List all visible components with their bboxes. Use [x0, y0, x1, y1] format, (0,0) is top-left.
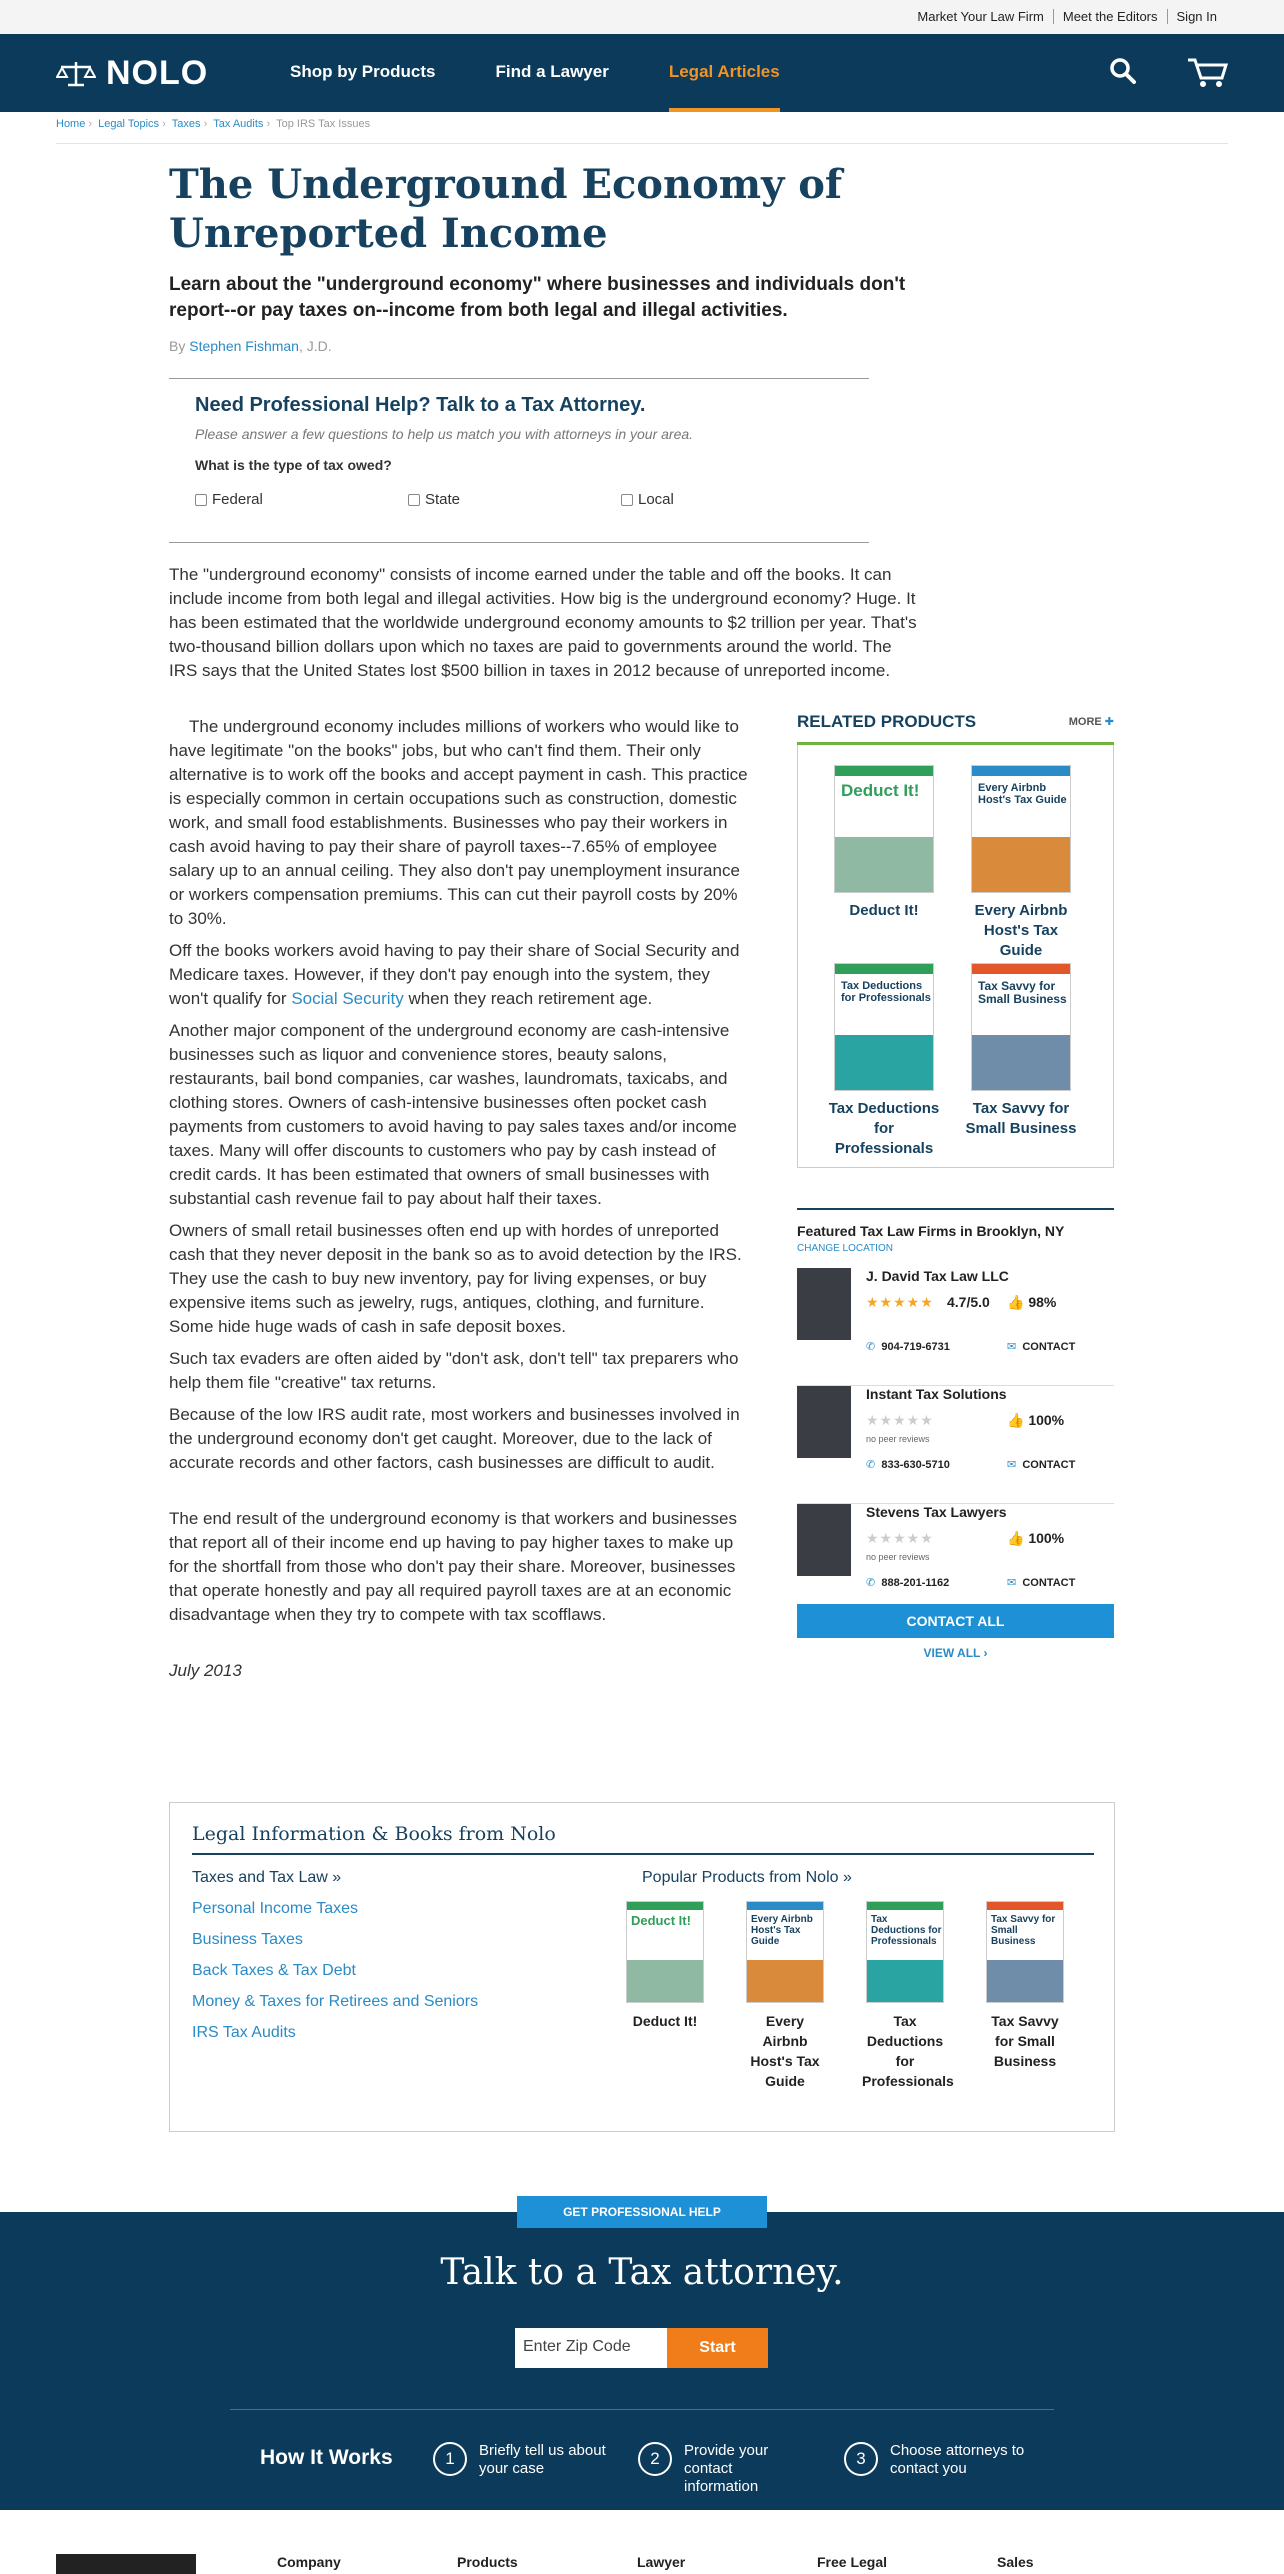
cover-image: [972, 1035, 1070, 1090]
mail-icon: ✉: [1007, 1459, 1017, 1471]
breadcrumb: [56, 118, 376, 130]
recommend-percent-value: 98%: [1028, 1294, 1057, 1310]
tax-type-question: What is the type of tax owed?: [195, 457, 392, 473]
product-label: Tax Deductions for Professionals: [828, 1100, 940, 1157]
firm-card: [797, 1268, 1114, 1386]
crumb-separator: ›: [85, 118, 93, 130]
contact-all-button[interactable]: CONTACT ALL: [797, 1604, 1114, 1638]
federal-label: Federal: [212, 491, 263, 508]
cover-band: [835, 766, 933, 776]
local-label: Local: [638, 491, 674, 508]
how-it-works-title: How It Works: [260, 2446, 393, 2469]
topic-heading-link[interactable]: [192, 1869, 478, 1887]
search-icon[interactable]: [1108, 56, 1138, 86]
cover-band: [972, 766, 1070, 776]
contact-label: CONTACT: [1022, 1577, 1076, 1589]
crumb-tax-audits[interactable]: Tax Audits: [213, 118, 264, 130]
recommend-percent: [1007, 1412, 1064, 1429]
recommend-percent-value: 100%: [1028, 1530, 1065, 1546]
book-cover: [866, 1901, 944, 2003]
step-number: 3: [844, 2442, 878, 2476]
step-number: 2: [638, 2442, 672, 2476]
footer-col-lawyer: Lawyer: [637, 2554, 686, 2570]
lawyer-photo: [797, 1386, 851, 1458]
article-paragraph: The end result of the underground economy is that workers and businesses that report all of their income end up having to pay higher taxes to make up for the shortfall from those who don't pay their share. Moreover, businesses that operate honestly and pay all required payroll taxes are at an economic disadvantage when they try to compete with tax scofflaws.: [169, 1509, 737, 1624]
paragraph-text: when they reach retirement age.: [403, 989, 653, 1008]
contact-label: CONTACT: [1022, 1459, 1076, 1471]
chevron-right-icon: ›: [983, 1646, 988, 1660]
related-products: [797, 712, 1114, 1168]
step-number: 1: [433, 2442, 467, 2476]
thumbs-up-icon: 👍: [1007, 1294, 1025, 1310]
author-link[interactable]: Stephen Fishman: [189, 338, 299, 354]
get-professional-help-button[interactable]: GET PROFESSIONAL HELP: [517, 2196, 767, 2228]
firm-name[interactable]: Instant Tax Solutions: [866, 1386, 1007, 1402]
social-security-link[interactable]: Social Security: [291, 989, 404, 1008]
view-all-link[interactable]: [797, 1646, 1114, 1660]
firm-name[interactable]: Stevens Tax Lawyers: [866, 1504, 1007, 1520]
logo-text: NOLO: [106, 54, 209, 92]
recommend-percent: [1007, 1530, 1064, 1547]
step-text: Provide your contact information: [684, 2442, 769, 2495]
contact-link[interactable]: [1007, 1458, 1075, 1471]
footer-col-products: Products: [457, 2554, 518, 2570]
utility-bar: [0, 0, 1284, 34]
cover-image: [835, 837, 933, 892]
phone-link[interactable]: [866, 1458, 950, 1471]
nav-find-lawyer[interactable]: Find a Lawyer: [495, 62, 609, 81]
recommend-percent-value: 100%: [1028, 1412, 1065, 1428]
footer-logo[interactable]: [56, 2554, 196, 2574]
popular-products-heading: Popular Products from Nolo: [642, 1869, 839, 1886]
featured-law-firms: [797, 1208, 1114, 1622]
nav-legal-articles[interactable]: Legal Articles: [669, 34, 780, 112]
book-cover: [746, 1901, 824, 2003]
crumb-separator: ›: [263, 118, 271, 130]
product-deduct-it[interactable]: [824, 765, 944, 921]
zip-code-input[interactable]: Enter Zip Code: [515, 2328, 667, 2368]
phone-icon: ✆: [866, 1341, 876, 1353]
local-checkbox[interactable]: [621, 494, 633, 506]
rating-value: 4.7/5.0: [947, 1294, 990, 1310]
mail-icon: ✉: [1007, 1341, 1017, 1353]
step-text: Choose attorneys to contact you: [890, 2442, 1025, 2477]
cover-band: [987, 1902, 1063, 1910]
product-label: Deduct It!: [849, 902, 919, 919]
nolo-logo[interactable]: [56, 54, 208, 93]
recommend-percent: [1007, 1294, 1056, 1311]
cover-band: [867, 1902, 943, 1910]
lead-form-title: Need Professional Help? Talk to a Tax Attorney.: [195, 394, 646, 416]
crumb-separator: ›: [159, 118, 166, 130]
article-subtitle: Learn about the "underground economy" where businesses and individuals don't report--or pay taxes on--income from both legal and illegal activities.: [169, 274, 906, 321]
book-cover: [971, 963, 1071, 1091]
popular-product[interactable]: [982, 1901, 1068, 2071]
cover-title: Tax Deductions for Professionals: [871, 1914, 942, 1947]
cover-image: [987, 1960, 1063, 2002]
related-products-title: RELATED PRODUCTS: [797, 712, 977, 731]
lawyer-photo: [797, 1504, 851, 1576]
nav-shop-products[interactable]: Shop by Products: [290, 62, 436, 81]
byline-prefix: By: [169, 338, 190, 354]
popular-products-link[interactable]: [642, 1869, 852, 1887]
phone-number: 888-201-1162: [881, 1577, 950, 1589]
related-products-grid: [797, 745, 1114, 1168]
change-location-link[interactable]: CHANGE LOCATION: [797, 1243, 893, 1254]
state-checkbox[interactable]: [408, 494, 420, 506]
phone-link[interactable]: [866, 1340, 950, 1353]
talk-to-attorney-section: [0, 2212, 1284, 2510]
popular-product-label: Deduct It!: [632, 2013, 698, 2029]
cover-title: Every Airbnb Host's Tax Guide: [978, 782, 1067, 806]
more-link[interactable]: [1069, 715, 1114, 728]
local-option[interactable]: [621, 491, 674, 508]
cover-title: Deduct It!: [631, 1913, 691, 1928]
topic-link[interactable]: Back Taxes & Tax Debt: [192, 1962, 356, 1979]
popular-product-label: Every Airbnb Host's Tax Guide: [750, 2013, 820, 2089]
cover-title: Tax Savvy for Small Business: [978, 979, 1067, 1006]
book-cover: [986, 1901, 1064, 2003]
cover-title: Deduct It!: [841, 781, 920, 800]
crumb-separator: ›: [200, 118, 208, 130]
cover-image: [867, 1960, 943, 2002]
book-cover: [971, 765, 1071, 893]
article-paragraph: The underground economy includes millions of workers who would like to have legitimate "on the books" jobs, but who can't find them. Their only alternative is to work off the books and accept payment in cash. This practice is especially common in certain occupations such as construction, domestic work, and small food establishments. Businesses who pay their workers in cash avoid having to pay their share of payroll taxes--7.65% of employee salary up to an annual ceiling. They also don't pay unemployment insurance or workers compensation premiums. This can cut their payroll costs by 20% to 30%.: [169, 717, 748, 928]
cover-band: [835, 964, 933, 974]
topic-link[interactable]: IRS Tax Audits: [192, 2024, 296, 2041]
footer-col-company: Company: [277, 2554, 341, 2570]
featured-firms-title: Featured Tax Law Firms in Brooklyn, NY: [797, 1223, 1065, 1239]
lawyer-photo: [797, 1268, 851, 1340]
paragraph-text: Off the books workers avoid having to pay their share of Social Security and Medicare taxes. However, if they don't pay enough into the system, they won't qualify for: [169, 941, 740, 1008]
product-tax-deductions-professionals[interactable]: [824, 963, 944, 1159]
market-law-firm-link[interactable]: Market Your Law Firm: [917, 9, 1044, 24]
no-peer-reviews: no peer reviews: [866, 1434, 930, 1444]
cover-image: [627, 1960, 703, 2002]
no-peer-reviews: no peer reviews: [866, 1552, 930, 1562]
topic-link[interactable]: Personal Income Taxes: [192, 1900, 359, 1917]
plus-icon: ✚: [1104, 716, 1114, 728]
thumbs-up-icon: 👍: [1007, 1530, 1025, 1546]
footer-col-sales: Sales: [997, 2554, 1034, 2570]
cta-title: Talk to a Tax attorney.: [440, 2252, 844, 2293]
cover-band: [972, 964, 1070, 974]
article-paragraph: Such tax evaders are often aided by "don't ask, don't tell" tax preparers who help them file "creative" tax returns.: [169, 1349, 739, 1392]
lead-form: [169, 378, 869, 543]
cover-title: Tax Deductions for Professionals: [841, 980, 931, 1004]
page-title: The Underground Economy of Unreported Income: [169, 161, 843, 257]
meet-editors-link[interactable]: Meet the Editors: [1053, 9, 1167, 24]
article-paragraph: Another major component of the underground economy are cash-intensive businesses such as liquor and convenience stores, beauty salons, restaurants, bail bond companies, car washes, laundromats, taxicabs, and clothing stores. Owners of cash-intensive businesses often pocket cash payments from customers to avoid having to pay sales taxes and/or income taxes. Many will offer discounts to customers who pay by cash instead of credit cards. It has been estimated that owners of small businesses with substantial cash revenue fail to pay about half their taxes.: [169, 1021, 737, 1208]
product-label: Tax Savvy for Small Business: [965, 1100, 1077, 1137]
sign-in-link[interactable]: Sign In: [1167, 9, 1226, 24]
topic-link[interactable]: Money & Taxes for Retirees and Seniors: [192, 1993, 479, 2010]
double-chevron-icon: »: [842, 1869, 852, 1886]
article-paragraph: Because of the low IRS audit rate, most workers and businesses involved in the underground economy don't get caught. Moreover, due to the lack of accurate records and other factors, cash businesses are difficult to audit.: [169, 1405, 740, 1472]
article-date: July 2013: [169, 1661, 242, 1680]
popular-product[interactable]: [622, 1901, 708, 2031]
popular-product[interactable]: [742, 1901, 828, 2091]
more-label: MORE: [1068, 716, 1102, 728]
contact-link[interactable]: [1007, 1340, 1075, 1353]
article-paragraph: The "underground economy" consists of income earned under the table and off the books. It can include income from both legal and illegal activities. How big is the underground economy? Huge. It has been estimated that the worldwide underground economy amounts to $2 trillion per year. That's two-thousand billion dollars upon which no taxes are paid to governments around the world. The IRS says that the United States lost $500 billion in taxes in 2012 because of unreported income.: [169, 565, 917, 680]
product-airbnb-tax-guide[interactable]: [961, 765, 1081, 961]
article-paragraph: Owners of small retail businesses often end up with hordes of unreported cash that they never deposit in the bank so as to avoid detection by the IRS. They use the cash to buy new inventory, pay for living expenses, or buy expensive items such as jewelry, rugs, antiques, clothing, and furniture. Some hide huge wads of cash in safe deposit boxes.: [169, 1221, 742, 1336]
cover-title: Every Airbnb Host's Tax Guide: [751, 1914, 813, 1947]
cover-band: [747, 1902, 823, 1910]
cover-title: Tax Savvy for Small Business: [991, 1914, 1056, 1947]
legal-info-title: Legal Information & Books from Nolo: [192, 1823, 1094, 1855]
cover-band: [627, 1902, 703, 1910]
rating-stars: ★★★★★: [866, 1530, 934, 1546]
thumbs-up-icon: 👍: [1007, 1412, 1025, 1428]
divider: [56, 143, 1228, 144]
double-chevron-icon: »: [332, 1869, 342, 1886]
topic-heading: Taxes and Tax Law: [192, 1869, 328, 1886]
product-tax-savvy[interactable]: [961, 963, 1081, 1139]
popular-product[interactable]: [862, 1901, 954, 2091]
book-cover: [834, 963, 934, 1091]
footer: [0, 2510, 1284, 2568]
legal-info-books: [169, 1802, 1115, 2132]
phone-number: 833-630-5710: [881, 1459, 950, 1471]
crumb-legal-topics[interactable]: Legal Topics: [98, 118, 160, 130]
state-label: State: [425, 491, 461, 508]
article-paragraph: [169, 939, 749, 1011]
rating-stars: ★★★★★: [866, 1412, 934, 1428]
popular-product-label: Tax Savvy for Small Business: [991, 2013, 1059, 2069]
phone-icon: ✆: [866, 1459, 876, 1471]
byline: [169, 338, 332, 354]
federal-option[interactable]: [195, 491, 263, 508]
popular-product-label: Tax Deductions for Professionals: [862, 2013, 954, 2089]
divider: [230, 2409, 1054, 2410]
cover-image: [747, 1960, 823, 2002]
footer-col-free-legal: Free Legal: [817, 2554, 888, 2570]
start-button[interactable]: Start: [667, 2328, 768, 2368]
cart-icon[interactable]: [1186, 56, 1228, 88]
product-label: Every Airbnb Host's Tax Guide: [974, 902, 1068, 959]
main-nav: [0, 34, 1284, 112]
crumb-home[interactable]: Home: [56, 118, 86, 130]
lead-form-hint: Please answer a few questions to help us match you with attorneys in your area.: [195, 426, 694, 442]
firm-card: [797, 1386, 1114, 1504]
author-credential: , J.D.: [298, 338, 332, 354]
scales-icon: [56, 59, 96, 89]
book-cover: [834, 765, 934, 893]
cover-image: [972, 837, 1070, 892]
phone-number: 904-719-6731: [881, 1341, 950, 1353]
topic-link[interactable]: Business Taxes: [192, 1931, 303, 1948]
step-text: Briefly tell us about your case: [479, 2442, 606, 2477]
contact-link[interactable]: [1007, 1576, 1075, 1589]
federal-checkbox[interactable]: [195, 494, 207, 506]
contact-label: CONTACT: [1022, 1341, 1076, 1353]
cover-image: [835, 1035, 933, 1090]
view-all-label: VIEW ALL: [923, 1646, 981, 1660]
firm-name[interactable]: J. David Tax Law LLC: [866, 1268, 1009, 1284]
crumb-taxes[interactable]: Taxes: [171, 118, 201, 130]
related-products-header: [797, 712, 1114, 745]
topic-links: [192, 1869, 478, 2055]
mail-icon: ✉: [1007, 1577, 1017, 1589]
crumb-current: Top IRS Tax Issues: [276, 118, 371, 130]
phone-link[interactable]: [866, 1576, 949, 1589]
state-option[interactable]: [408, 491, 460, 508]
book-cover: [626, 1901, 704, 2003]
rating-stars: ★★★★★: [866, 1294, 934, 1310]
phone-icon: ✆: [866, 1577, 876, 1589]
